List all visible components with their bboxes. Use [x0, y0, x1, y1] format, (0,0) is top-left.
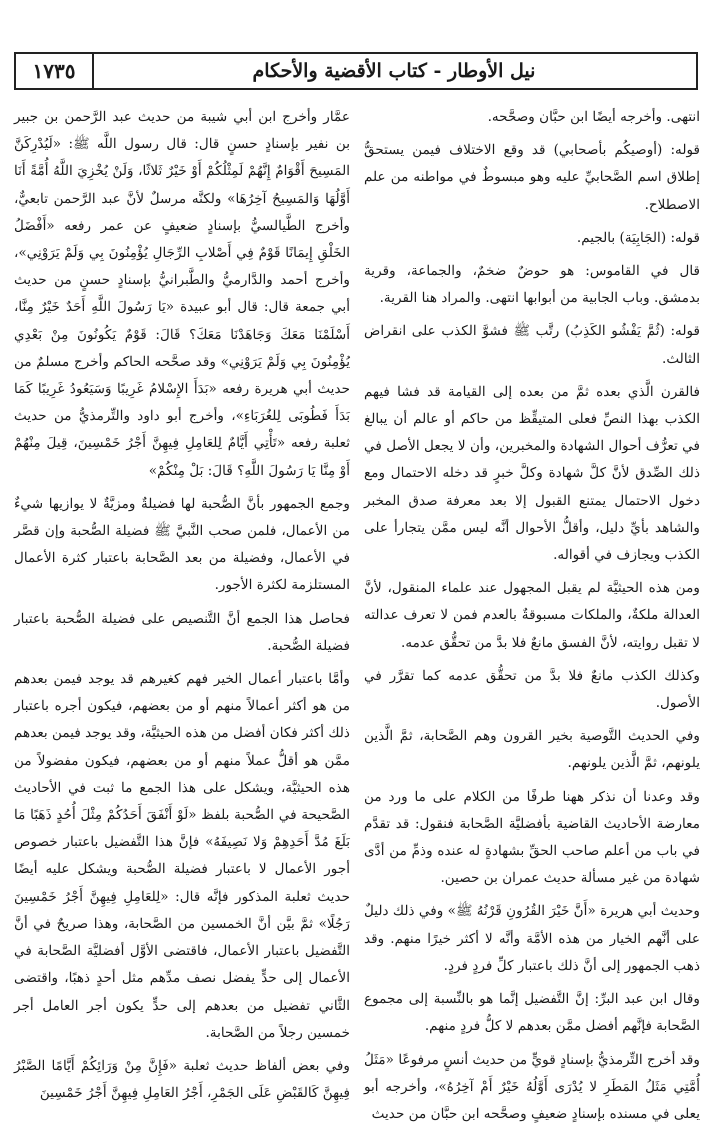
paragraph: وقد وعدنا أن نذكر ههنا طرفًا من الكلام على ما ورد من معارضة الأحاديث القاضية بأفضليَّة الصَّحابة فنقول: قد تقدَّم في باب من أعلم صاحب الحقِّ بشهادةٍ له عنده وذمِّ من أدَّى شهادة من غير مسألة حديث عمران بن حصين. — [364, 784, 700, 893]
page-number: ١٧٣٥ — [33, 59, 76, 83]
paragraph: عمَّار وأخرج ابن أبي شيبة من حديث عبد الرَّحمن بن جبير بن نفير بإسنادٍ حسنٍ قال: قال رسول اللَّه ﷺ: «لَيُدْرِكَنَّ المَسِيحَ أَقْوَامٌ إِنَّهُمْ لَمِثْلُكُمْ أَوْ خَيْرٌ ثَلاثًا، وَلَنْ يُخْزِيَ اللَّهُ أُمَّةً أَنَا أَوَّلُهَا وَالمَسِيحُ آخِرُهَا» ولكنَّه مرسلٌ لأنَّ عبد الرَّحمن تابعيٌّ، وأخرج الطَّيالسيُّ بإسنادٍ ضعيفٍ عن عمر رفعه «أَفْضَلُ الخَلْقِ إِيمَانًا قَوْمٌ فِي أَصْلابِ الرِّجَالِ يُؤْمِنُونَ بِي وَلَمْ يَرَوْنِي»، وأخرج أحمد والدَّارميُّ والطَّبرانيُّ بإسنادٍ حسنٍ من حديث أبي جمعة قال: قال أبو عبيدة «يَا رَسُولَ اللَّهِ أَحَدٌ خَيْرٌ مِنَّا، أَسْلَمْنَا مَعَكَ وَجَاهَدْنَا مَعَكَ؟ قَالَ: قَوْمٌ يَكُونُونَ مِنْ بَعْدِي يُؤْمِنُونَ بِي وَلَمْ يَرَوْنِي» وقد صحَّحه الحاكم وأخرج مسلمٌ من حديث أبي هريرة رفعه «بَدَأَ الإِسْلامُ غَرِيبًا وَسَيَعُودُ غَرِيبًا كَمَا بَدَأَ فَطُوبَى لِلغُرَبَاءِ»، وأخرج أبو داود والتِّرمذيُّ من حديث ثعلبة رفعه «تَأْتِي أَيَّامٌ لِلعَامِلِ فِيهِنَّ أَجْرُ خَمْسِينَ، قِيلَ مِنْهُمْ أَوْ مِنَّا يَا رَسُولَ اللَّهِ؟ قَالَ: بَلْ مِنْكُمْ» — [14, 104, 350, 485]
paragraph: ومن هذه الحيثيَّة لم يقبل المجهول عند علماء المنقول، لأنَّ العدالة ملكةٌ، والملكات مسبوقةٌ بالعدم فمن لا تعرف عدالته لا تقبل روايته، لأنَّ الفسق مانعٌ فلا بدَّ من تحقُّق عدمه. — [364, 575, 700, 657]
paragraph: وحديث أبي هريرة «أَنَّ خَيْرَ القُرُونِ قَرْنُهُ ﷺ» وفي ذلك دليلٌ على أنَّهم الخيار من هذه الأمَّة وأنَّه لا أكثر خيرًا منهم. وقد ذهب الجمهور إلى أنَّ ذلك باعتبار كلِّ فردٍ فردٍ. — [364, 898, 700, 980]
paragraph: فالقرن الَّذي بعده ثمَّ من بعده إلى القيامة قد فشا فيهم الكذب بهذا النصِّ فعلى المتيقِّظ من حاكم أو عالم أن يبالغ في تعرُّف أحوال الشهادة والمخبرين، وأن لا يجعل الأصل في ذلك الصِّدق لأنَّ كلَّ شهادة وكلَّ خبرٍ قد دخله الاحتمال ومع دخول الاحتمال يمتنع القبول إلا بعد معرفة صدق المخبر والشاهد بأيِّ دليل، وأقلُّ الأحوال أنَّه ليس ممَّن يتجارأ على الكذب ويجازف في أقواله. — [364, 379, 700, 569]
right-column — [364, 104, 700, 1104]
page-number-box — [16, 54, 94, 88]
paragraph: فحاصل هذا الجمع أنَّ التَّنصيص على فضيلة الصُّحبة باعتبار فضيلة الصُّحبة. — [14, 606, 350, 660]
paragraph: وفي الحديث التَّوصية بخير القرون وهم الصَّحابة، ثمَّ الَّذين يلونهم، ثمَّ الَّذين يلونهم. — [364, 723, 700, 777]
paragraph: قوله: (الجَابِيَة) بالجيم. — [364, 225, 700, 252]
paragraph: وكذلك الكذب مانعٌ فلا بدَّ من تحقُّق عدمه كما تقرَّر في الأصول. — [364, 663, 700, 717]
left-column — [14, 104, 350, 1104]
header-title: نيل الأوطار - كتاب الأقضية والأحكام — [92, 54, 696, 88]
paragraph: قوله: (ثُمَّ يَفْشُو الكَذِبُ) رتَّب ﷺ فشوَّ الكذب على انقراض الثالث. — [364, 318, 700, 372]
paragraph: وجمع الجمهور بأنَّ الصُّحبة لها فضيلةٌ ومزيَّةٌ لا يوازيها شيءٌ من الأعمال، فلمن صحب النَّبيَّ ﷺ فضيلة الصُّحبة وإن قصَّر في الأعمال، وفضيلة من بعد الصَّحابة باعتبار كثرة الأعمال المستلزمة لكثرة الأجور. — [14, 491, 350, 600]
paragraph: قوله: (أوصيكُم بأصحابي) قد وقع الاختلاف فيمن يستحقُّ إطلاق اسم الصَّحابيِّ عليه وهو مبسوطٌ في مواطنه من علم الاصطلاح. — [364, 137, 700, 219]
book-page — [14, 52, 700, 1104]
running-header — [14, 52, 698, 90]
paragraph: وفي بعض ألفاظ حديث ثعلبة «فَإِنَّ مِنْ وَرَائِكُمْ أَيَّامًا الصَّبْرُ فِيهِنَّ كَالقَبْضِ عَلَى الجَمْرِ، أَجْرُ العَامِلِ فِيهِنَّ أَجْرُ خَمْسِينَ — [14, 1053, 350, 1107]
paragraph: قال في القاموس: هو حوضٌ ضخمٌ، والجماعة، وقرية بدمشق. وباب الجابية من أبوابها انتهى. والمراد هنا القرية. — [364, 258, 700, 312]
paragraph: وأمَّا باعتبار أعمال الخير فهم كغيرهم قد يوجد فيمن بعدهم من هو أكثر أعمالاً منهم أو من بعضهم، فيكون أجره باعتبار ذلك أكثر فكان أفضل من هذه الحيثيَّة، وقد يوجد فيمن بعدهم ممَّن هو أقلُّ عملاً منهم أو من بعضهم، فيكون مفضولاً من هذه الحيثيَّة، ويشكل على هذا الجمع ما ثبت في الأحاديث الصَّحيحة في الصُّحبة بلفظ «لَوْ أَنْفَقَ أَحَدُكُمْ مِثْلَ أُحُدٍ ذَهَبًا مَا بَلَغَ مُدَّ أَحَدِهِمْ وَلا نَصِيفَهُ» فإنَّ هذا التَّفضيل باعتبار خصوص أجور الأعمال لا باعتبار فضيلة الصُّحبة ويشكل عليه أيضًا حديث ثعلبة المذكور فإنَّه قال: «لِلعَامِلِ فِيهِنَّ أَجْرُ خَمْسِينَ رَجُلًا» ثمَّ بيَّن أنَّ الخمسين من الصَّحابة، وهذا صريحٌ في أنَّ التَّفضيل باعتبار الأعمال، فاقتضى الأوَّل أفضليَّة الصَّحابة في الأعمال إلى حدٍّ يفضل نصف مدِّهم مثل أحدٍ ذهبًا، واقتضى الثَّاني تفضيل من بعدهم إلى حدٍّ يكون أجر العامل أجر خمسين رجلاً من الصَّحابة. — [14, 666, 350, 1047]
paragraph: انتهى. وأخرجه أيضًا ابن حبَّان وصحَّحه. — [364, 104, 700, 131]
paragraph: وقد أخرج التِّرمذيُّ بإسنادٍ قويٍّ من حديث أنسٍ مرفوعًا «مَثَلُ أُمَّتِي مَثَلُ المَطَرِ لا يُدْرَى أَوَّلُهُ خَيْرٌ أَمْ آخِرُهُ»، وأخرجه أبو يعلى في مسنده بإسنادٍ ضعيفٍ وصحَّحه ابن حبَّان من حديث — [364, 1047, 700, 1128]
paragraph: وقال ابن عبد البرِّ: إنَّ التَّفضيل إنَّما هو بالنِّسبة إلى مجموع الصَّحابة فإنَّهم أفضل ممَّن بعدهم لا كلُّ فردٍ منهم. — [364, 986, 700, 1040]
